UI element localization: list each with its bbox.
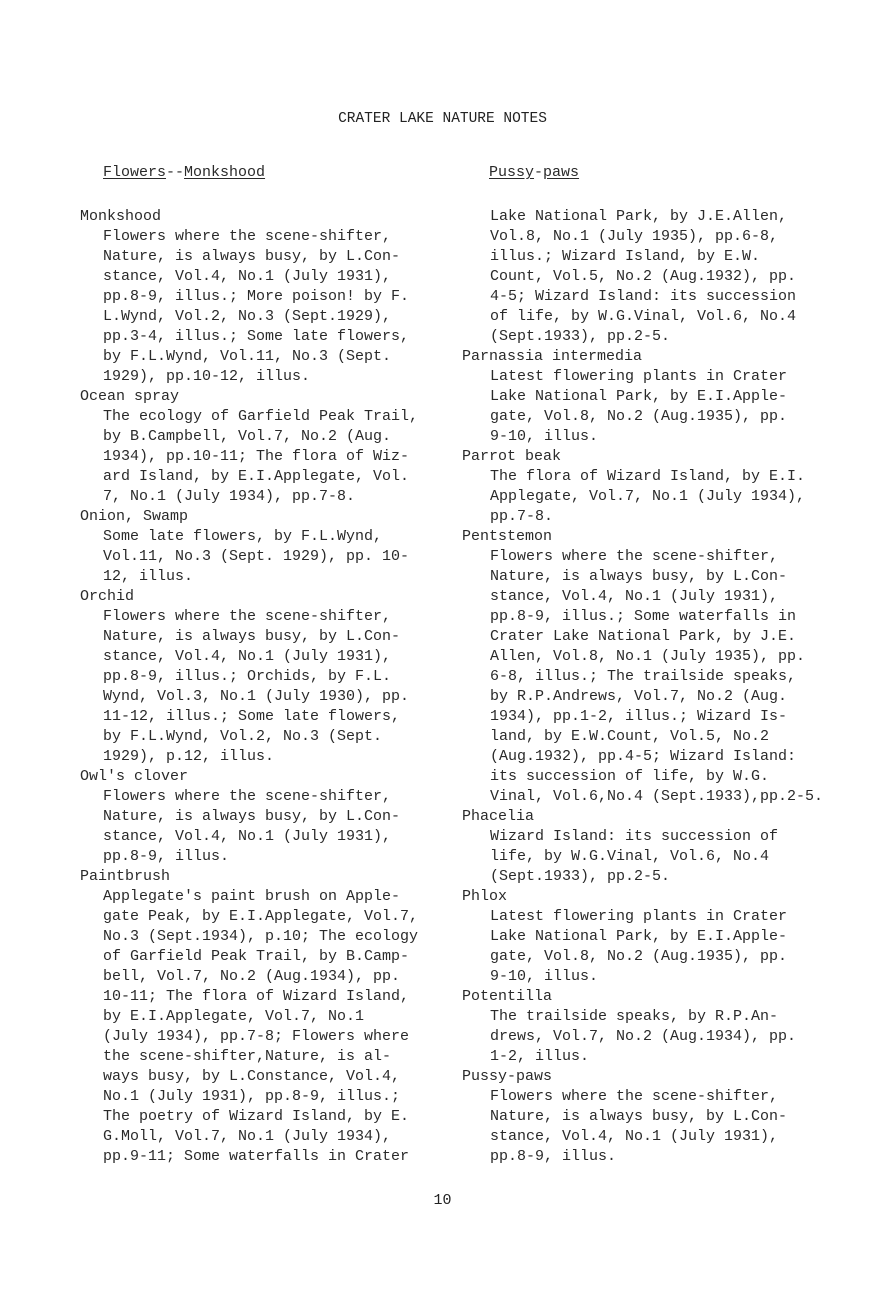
entry-references: Flowers where the scene-shifter, Nature, is always busy, by L.Con- stance, Vol.4, No.1 (July 1931), pp.8-9, illus.	[103, 788, 401, 865]
right-column	[462, 163, 862, 1167]
entry-term: Paintbrush	[80, 868, 171, 885]
entry-references: The trailside speaks, by R.P.An- drews, Vol.7, No.2 (Aug.1934), pp. 1-2, illus.	[490, 1008, 797, 1065]
entry-references: Latest flowering plants in Crater Lake National Park, by E.I.Apple- gate, Vol.8, No.2 (Aug.1935), pp. 9-10, illus.	[490, 368, 788, 445]
index-entry	[80, 587, 460, 767]
entry-term: Phlox	[462, 888, 508, 905]
entry-term: Ocean spray	[80, 388, 180, 405]
entry-references: Flowers where the scene-shifter, Nature, is always busy, by L.Con- stance, Vol.4, No.1 (July 1931), pp.8-9, illus.; Orchids, by F.L. Wynd, Vol.3, No.1 (July 1930), pp. 11-12, illus.; Some late flowers, by F.L.Wynd, Vol.2, No.3 (Sept. 1929), p.12, illus.	[103, 608, 410, 765]
entry-references: Applegate's paint brush on Apple- gate Peak, by E.I.Applegate, Vol.7, No.3 (Sept.1934), p.10; The ecology of Garfield Peak Trail, by B.Camp- bell, Vol.7, No.2 (Aug.1934), pp. 10-11; The flora of Wizard Island, by E.I.Applegate, Vol.7, No.1 (July 1934), pp.7-8; Flowers where the scene-shifter,Nature, is al- ways busy, by L.Constance, Vol.4, No.1 (July 1931), pp.8-9, illus.; The poetry of Wizard Island, by E. G.Moll, Vol.7, No.1 (July 1934), pp.9-11; Some waterfalls in Crater	[103, 888, 419, 1165]
entry-references: Latest flowering plants in Crater Lake National Park, by E.I.Apple- gate, Vol.8, No.2 (Aug.1935), pp. 9-10, illus.	[490, 908, 788, 985]
entry-term: Potentilla	[462, 988, 553, 1005]
index-entry	[462, 447, 862, 527]
entry-references: Some late flowers, by F.L.Wynd, Vol.11, No.3 (Sept. 1929), pp. 10- 12, illus.	[103, 528, 410, 585]
entry-term: Owl's clover	[80, 768, 189, 785]
index-entry	[462, 807, 862, 887]
entry-term: Phacelia	[462, 808, 535, 825]
entry-references: The ecology of Garfield Peak Trail, by B.Campbell, Vol.7, No.2 (Aug. 1934), pp.10-11; The flora of Wiz- ard Island, by E.I.Applegate, Vol. 7, No.1 (July 1934), pp.7-8.	[103, 408, 419, 505]
heading-separator: --	[166, 164, 185, 181]
entry-term: Orchid	[80, 588, 135, 605]
index-entry	[80, 867, 460, 1167]
page-number: 10	[433, 1192, 452, 1209]
running-heading-right	[489, 163, 862, 187]
entry-term: Pentstemon	[462, 528, 553, 545]
entry-term: Monkshood	[80, 208, 162, 225]
entry-term: Onion, Swamp	[80, 508, 189, 525]
index-entry	[462, 347, 862, 447]
heading-word-2: paws	[543, 164, 580, 181]
index-entry	[80, 507, 460, 587]
entry-term: Parrot beak	[462, 448, 562, 465]
index-entry	[462, 527, 862, 807]
index-entry	[462, 1067, 862, 1167]
entry-references: Flowers where the scene-shifter, Nature, is always busy, by L.Con- stance, Vol.4, No.1 (July 1931), pp.8-9, illus.; More poison! by F. L.Wynd, Vol.2, No.3 (Sept.1929), pp.3-4, illus.; Some late flowers, by F.L.Wynd, Vol.11, No.3 (Sept. 1929), pp.10-12, illus.	[103, 228, 410, 385]
running-heading-left	[103, 163, 460, 187]
entry-references: Wizard Island: its succession of life, by W.G.Vinal, Vol.6, No.4 (Sept.1933), pp.2-5.	[490, 828, 779, 885]
heading-word-1: Pussy	[489, 164, 535, 181]
heading-word-1: Flowers	[103, 164, 167, 181]
index-entry	[462, 887, 862, 987]
entry-references: Flowers where the scene-shifter, Nature, is always busy, by L.Con- stance, Vol.4, No.1 (July 1931), pp.8-9, illus.	[490, 1088, 788, 1165]
heading-separator: -	[534, 164, 544, 181]
index-entry	[80, 207, 460, 387]
index-entry	[80, 387, 460, 507]
left-column	[80, 163, 460, 1167]
index-entry	[80, 767, 460, 867]
continued-references: Lake National Park, by J.E.Allen, Vol.8, No.1 (July 1935), pp.6-8, illus.; Wizard Island, by E.W. Count, Vol.5, No.2 (Aug.1932), pp. 4-5; Wizard Island: its succession of life, by W.G.Vinal, Vol.6, No.4 (Sept.1933), pp.2-5.	[490, 208, 797, 345]
entry-references: The flora of Wizard Island, by E.I. Applegate, Vol.7, No.1 (July 1934), pp.7-8.	[490, 468, 806, 525]
entry-term: Parnassia intermedia	[462, 348, 643, 365]
entry-term: Pussy-paws	[462, 1068, 553, 1085]
entry-references: Flowers where the scene-shifter, Nature, is always busy, by L.Con- stance, Vol.4, No.1 (July 1931), pp.8-9, illus.; Some waterfalls in Crater Lake National Park, by J.E. Allen, Vol.8, No.1 (July 1935), pp. 6-8, illus.; The trailside speaks, by R.P.Andrews, Vol.7, No.2 (Aug. 1934), pp.1-2, illus.; Wizard Is- land, by E.W.Count, Vol.5, No.2 (Aug.1932), pp.4-5; Wizard Island: its succession of life, by W.G. Vinal, Vol.6,No.4 (Sept.1933),pp.2-5.	[490, 548, 824, 805]
page-title: CRATER LAKE NATURE NOTES	[338, 111, 547, 127]
heading-word-2: Monkshood	[184, 164, 266, 181]
index-entry	[462, 987, 862, 1067]
